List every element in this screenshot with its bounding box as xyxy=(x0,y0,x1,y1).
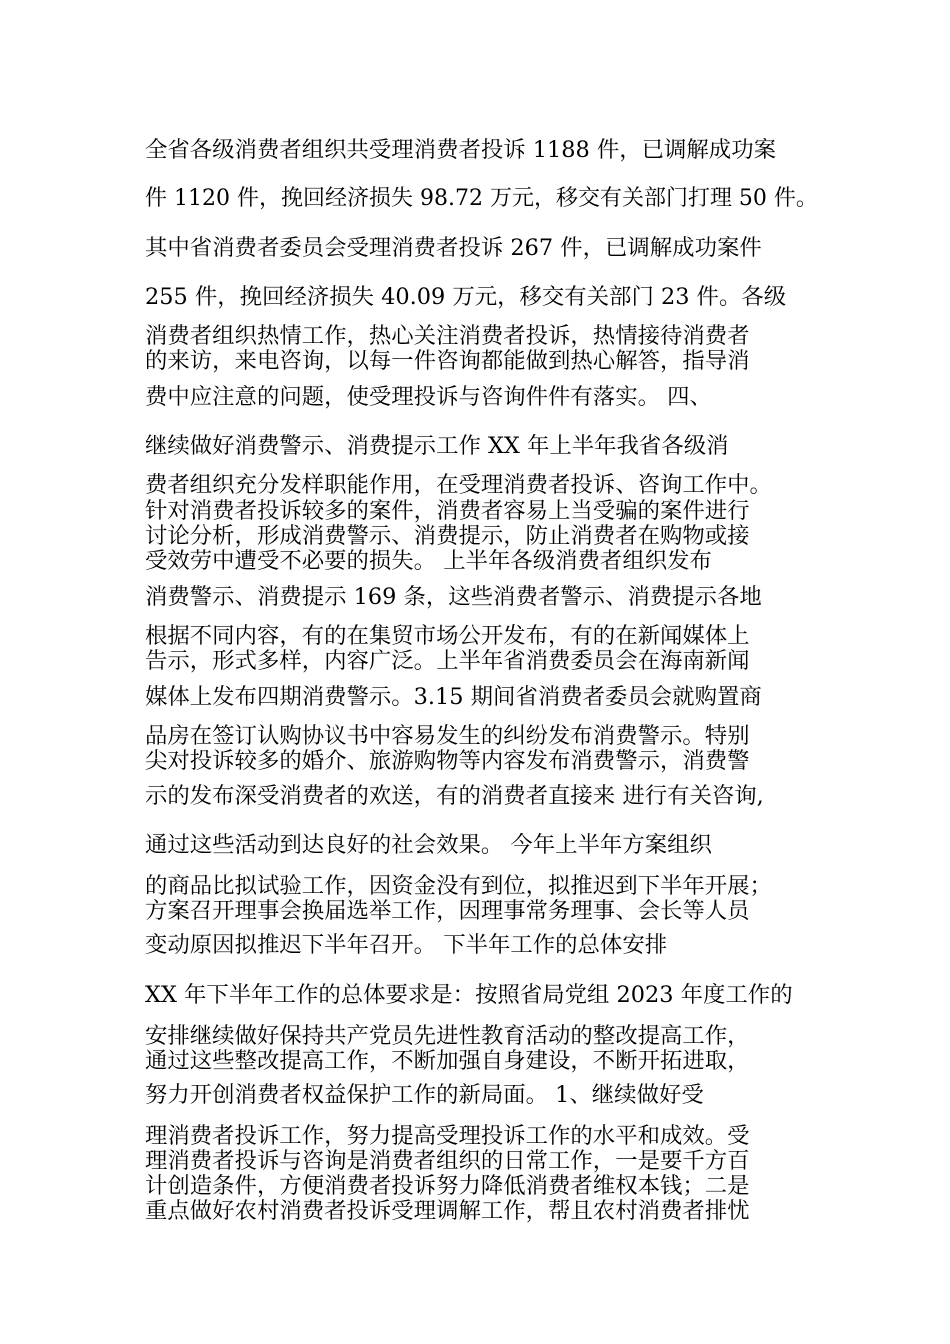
text-line: 根据不同内容，有的在集贸市场公开发布，有的在新闻媒体上 xyxy=(145,623,750,649)
text-line: 讨论分析，形成消费警示、消费提示，防止消费者在购物或接 xyxy=(145,523,750,549)
text-line: 通过这些整改提高工作，不断加强自身建设，不断开拓进取， xyxy=(145,1048,750,1074)
text-line: 努力开创消费者权益保护工作的新局面。 1、继续做好受 xyxy=(145,1082,704,1108)
text-line: 告示，形式多样，内容广泛。上半年省消费委员会在海南新闻 xyxy=(145,648,750,674)
text-line: 媒体上发布四期消费警示。3.15 期间省消费者委员会就购置商 xyxy=(145,684,762,710)
text-line: 方案召开理事会换届选举工作，因理事常务理事、会长等人员 xyxy=(145,898,750,924)
text-line: XX 年下半年工作的总体要求是：按照省局党组 2023 年度工作的 xyxy=(145,982,793,1008)
text-line: 安排继续做好保持共产党员先进性教育活动的整改提高工作， xyxy=(145,1023,750,1049)
text-line: 计创造条件，方便消费者投诉努力降低消费者维权本钱；二是 xyxy=(145,1173,750,1199)
text-line: 理消费者投诉工作，努力提高受理投诉工作的水平和成效。受 xyxy=(145,1123,750,1149)
text-line: 继续做好消费警示、消费提示工作 XX 年上半年我省各级消 xyxy=(145,433,729,459)
text-line: 其中省消费者委员会受理消费者投诉 267 件，已调解成功案件 xyxy=(145,235,762,261)
text-line: 示的发布深受消费者的欢送，有的消费者直接来 进行有关咨询, xyxy=(145,783,764,809)
text-line: 全省各级消费者组织共受理消费者投诉 1188 件，已调解成功案 xyxy=(145,137,776,163)
text-line: 变动原因拟推迟下半年召开。 下半年工作的总体安排 xyxy=(145,932,668,958)
text-line: 的来访，来电咨询，以每一件咨询都能做到热心解答，指导消 xyxy=(145,348,750,374)
text-line: 通过这些活动到达良好的社会效果。 今年上半年方案组织 xyxy=(145,832,712,858)
text-line: 的商品比拟试验工作，因资金没有到位，拟推迟到下半年开展； xyxy=(145,873,772,899)
text-line: 件 1120 件，挽回经济损失 98.72 万元，移交有关部门打理 50 件。 xyxy=(145,186,818,211)
text-line: 费中应注意的问题，使受理投诉与咨询件件有落实。 四、 xyxy=(145,384,712,410)
text-line: 针对消费者投诉较多的案件，消费者容易上当受骗的案件进行 xyxy=(145,498,750,524)
text-line: 消费警示、消费提示 169 条，这些消费者警示、消费提示各地 xyxy=(145,584,762,610)
text-line: 费者组织充分发样职能作用，在受理消费者投诉、咨询工作中。 xyxy=(145,472,772,498)
text-line: 品房在签订认购协议书中容易发生的纠纷发布消费警示。特别 xyxy=(145,723,750,749)
text-line: 重点做好农村消费者投诉受理调解工作，帮且农村消费者排忧 xyxy=(145,1198,750,1224)
text-line: 255 件，挽回经济损失 40.09 万元，移交有关部门 23 件。各级 xyxy=(145,284,787,310)
text-line: 消费者组织热情工作，热心关注消费者投诉，热情接待消费者 xyxy=(145,323,750,349)
text-line: 受效劳中遭受不必要的损失。 上半年各级消费者组织发布 xyxy=(145,548,712,574)
text-line: 理消费者投诉与咨询是消费者组织的日常工作，一是要千方百 xyxy=(145,1148,750,1174)
text-line: 尖对投诉较多的婚介、旅游购物等内容发布消费警示，消费警 xyxy=(145,748,750,774)
